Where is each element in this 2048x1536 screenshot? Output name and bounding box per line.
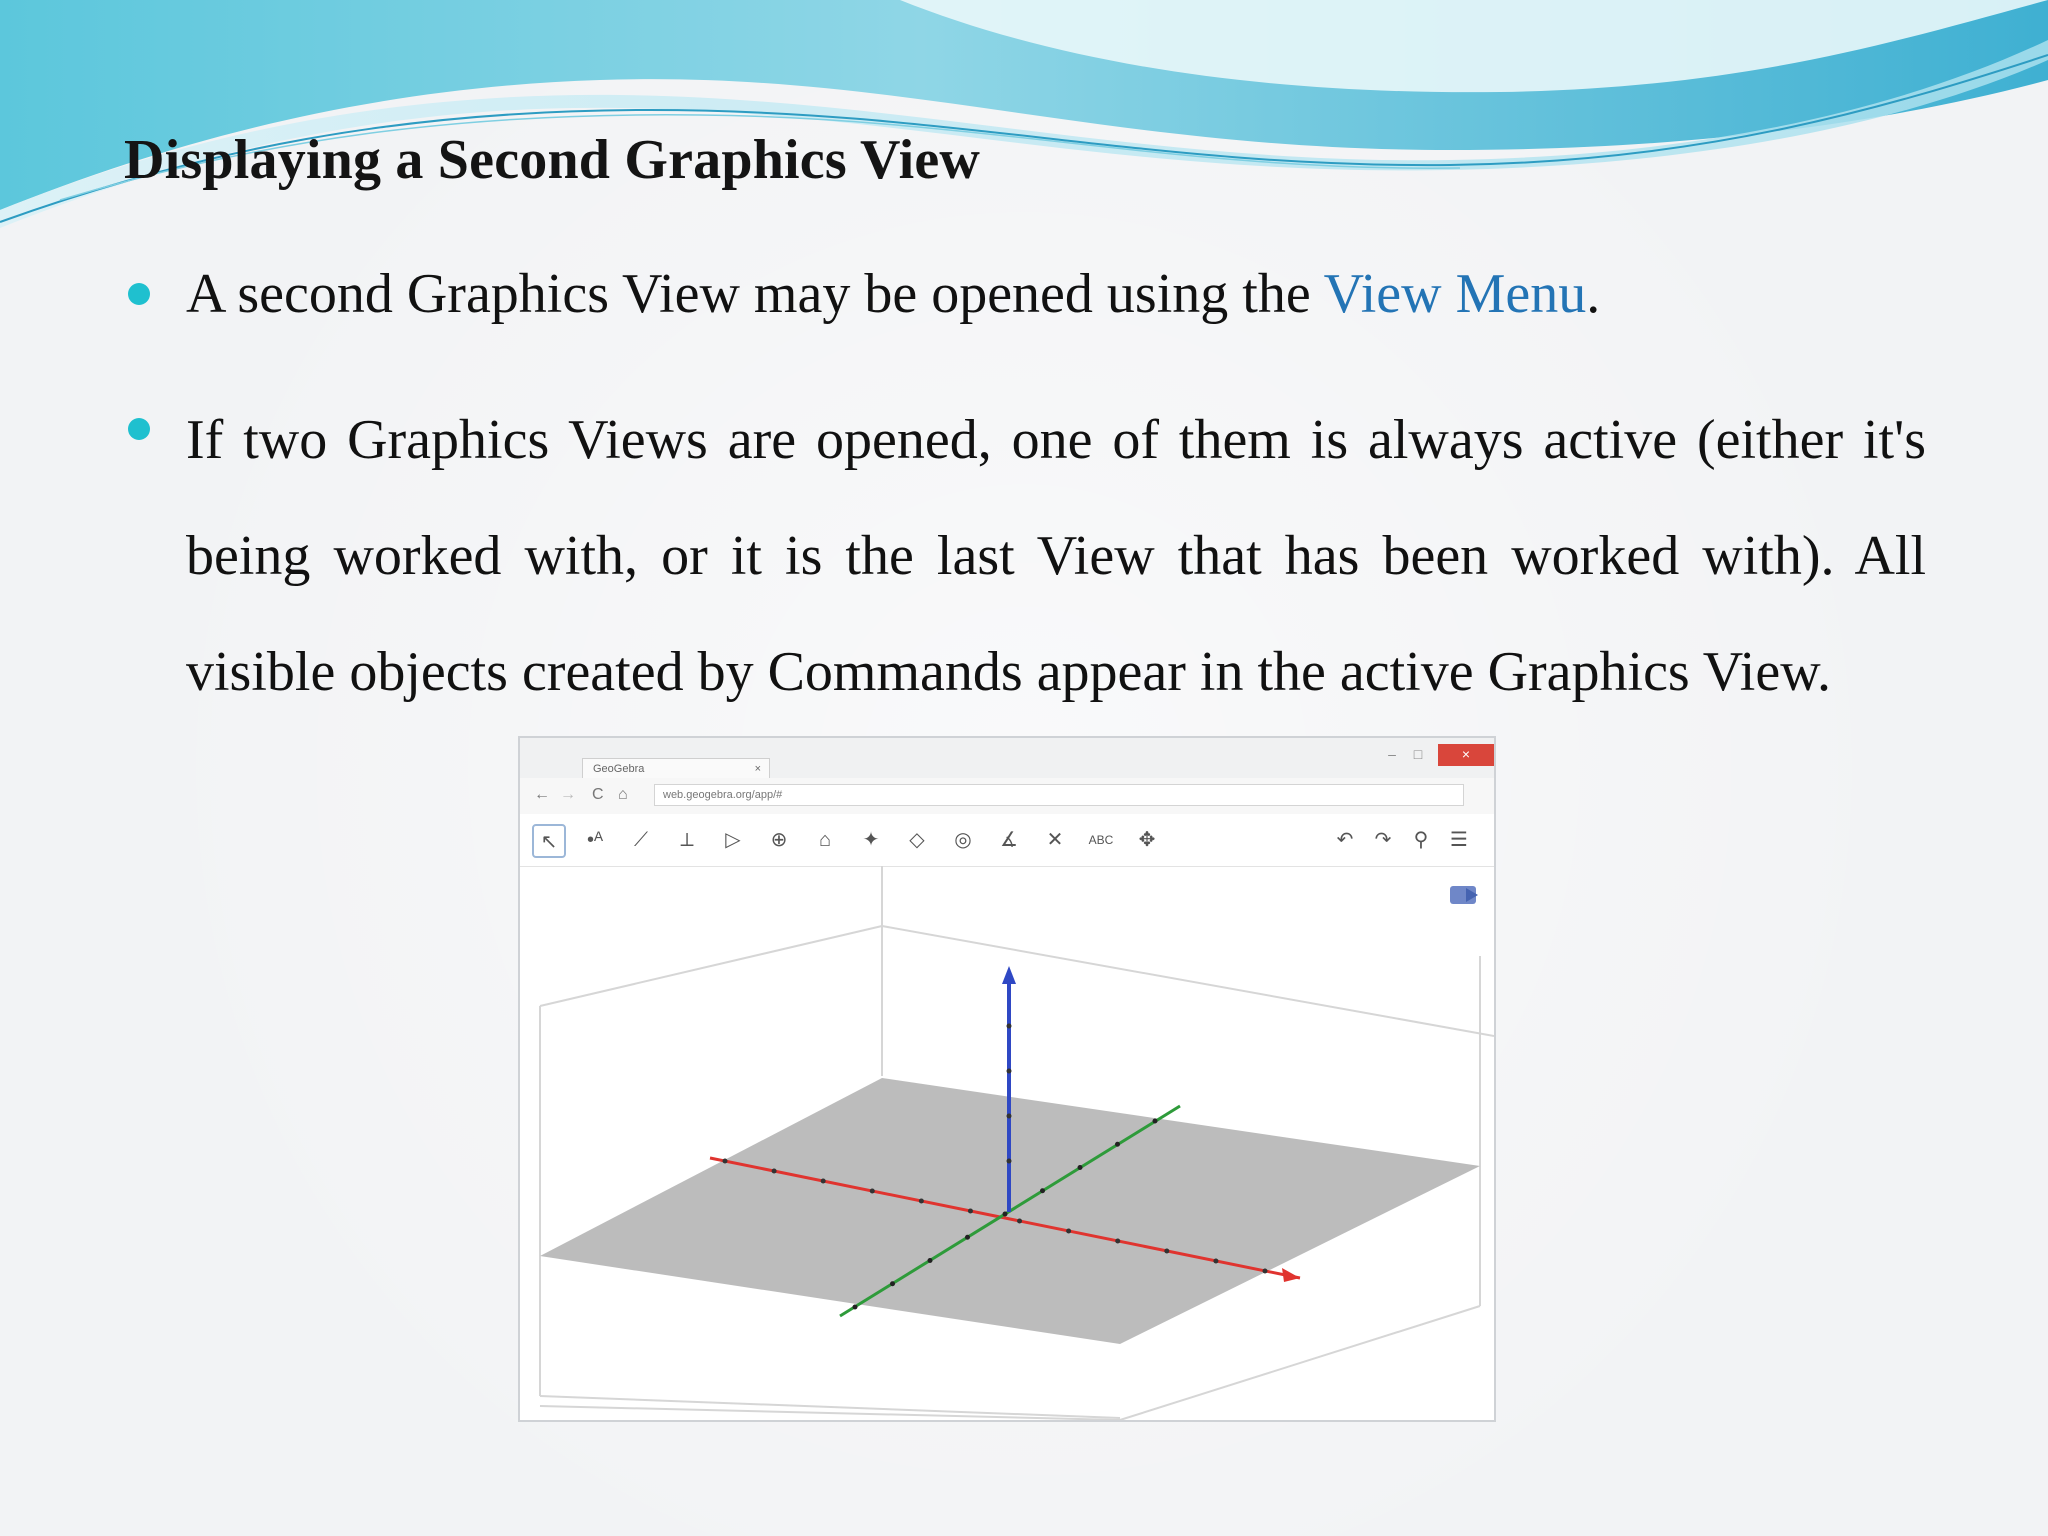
- undo-icon[interactable]: ↶: [1336, 829, 1354, 851]
- x-tick-point: [821, 1179, 826, 1184]
- circle-tool-icon[interactable]: ⊕: [770, 829, 788, 851]
- plane-tool-icon[interactable]: ◇: [909, 829, 925, 851]
- maximize-button[interactable]: □: [1413, 746, 1423, 762]
- pyramid-tool-icon[interactable]: ⌂: [818, 829, 832, 851]
- reload-icon[interactable]: C: [592, 786, 604, 803]
- style-bar-toggle-icon[interactable]: [1450, 886, 1478, 904]
- decorative-wave-header: [0, 0, 2048, 240]
- tab-close-icon[interactable]: ×: [754, 763, 761, 775]
- geogebra-screenshot: [518, 736, 1496, 1422]
- bullet-list: [124, 250, 1924, 730]
- polygon-tool-icon[interactable]: ▷: [725, 829, 741, 851]
- bullet-item: [124, 382, 1926, 730]
- redo-icon[interactable]: ↷: [1374, 829, 1392, 851]
- y-tick-point: [1003, 1212, 1008, 1217]
- text-tool-icon[interactable]: ABC: [1088, 833, 1114, 847]
- move-tool-icon[interactable]: ↖: [532, 824, 566, 858]
- x-tick-point: [870, 1189, 875, 1194]
- intersect-tool-icon[interactable]: ✦: [862, 829, 880, 851]
- y-tick-point: [1115, 1142, 1120, 1147]
- y-tick-point: [928, 1258, 933, 1263]
- browser-addressbar: [520, 778, 1494, 815]
- perpendicular-tool-icon[interactable]: ⟂: [680, 829, 694, 851]
- menu-icon[interactable]: ☰: [1450, 829, 1468, 851]
- y-tick-point: [1078, 1165, 1083, 1170]
- x-tick-point: [1164, 1249, 1169, 1254]
- x-tick-point: [1115, 1239, 1120, 1244]
- point-tool-icon[interactable]: •ᴬ: [586, 829, 604, 851]
- back-icon[interactable]: ←: [534, 786, 550, 803]
- bullet-dot-icon: [128, 418, 150, 440]
- x-tick-point: [968, 1209, 973, 1214]
- x-tick-point: [772, 1169, 777, 1174]
- x-tick-point: [1017, 1219, 1022, 1224]
- browser-titlebar: [520, 738, 1494, 778]
- close-button[interactable]: ×: [1438, 744, 1494, 766]
- y-tick-point: [965, 1235, 970, 1240]
- x-tick-point: [1213, 1259, 1218, 1264]
- browser-tab[interactable]: [582, 758, 770, 780]
- reflect-tool-icon[interactable]: ✕: [1046, 829, 1064, 851]
- bullet-text: A second Graphics View may be opened using the: [186, 263, 1324, 325]
- angle-tool-icon[interactable]: ∡: [1000, 829, 1018, 851]
- x-tick-point: [723, 1159, 728, 1164]
- y-tick-point: [1040, 1188, 1045, 1193]
- y-tick-point: [890, 1281, 895, 1286]
- view-menu-link[interactable]: View Menu: [1323, 263, 1587, 325]
- minimize-button[interactable]: –: [1388, 746, 1396, 762]
- tab-label: GeoGebra: [593, 763, 645, 775]
- url-field[interactable]: web.geogebra.org/app/#: [654, 784, 1464, 806]
- x-tick-point: [1263, 1269, 1268, 1274]
- x-tick-point: [919, 1199, 924, 1204]
- move-view-tool-icon[interactable]: ✥: [1138, 829, 1156, 851]
- y-tick-point: [1153, 1119, 1158, 1124]
- search-icon[interactable]: ⚲: [1413, 829, 1429, 851]
- bullet-text-end: .: [1586, 263, 1601, 325]
- bullet-text: If two Graphics Views are opened, one of them is always active (either it's being worked with, or it is the last View that has been worked with). All visible objects created by Commands appear in the active Graphics View.: [186, 409, 1926, 703]
- bullet-dot-icon: [128, 283, 150, 305]
- geogebra-toolbar: [520, 814, 1494, 867]
- sphere-tool-icon[interactable]: ◎: [954, 829, 972, 851]
- bullet-item: [124, 250, 1924, 338]
- home-icon[interactable]: ⌂: [618, 786, 628, 803]
- y-tick-point: [853, 1305, 858, 1310]
- slide-title: Displaying a Second Graphics View: [124, 129, 981, 191]
- x-tick-point: [1066, 1229, 1071, 1234]
- forward-icon[interactable]: →: [560, 786, 576, 803]
- graphics-3d-view[interactable]: [520, 866, 1494, 1420]
- line-tool-icon[interactable]: ⟋: [634, 829, 648, 851]
